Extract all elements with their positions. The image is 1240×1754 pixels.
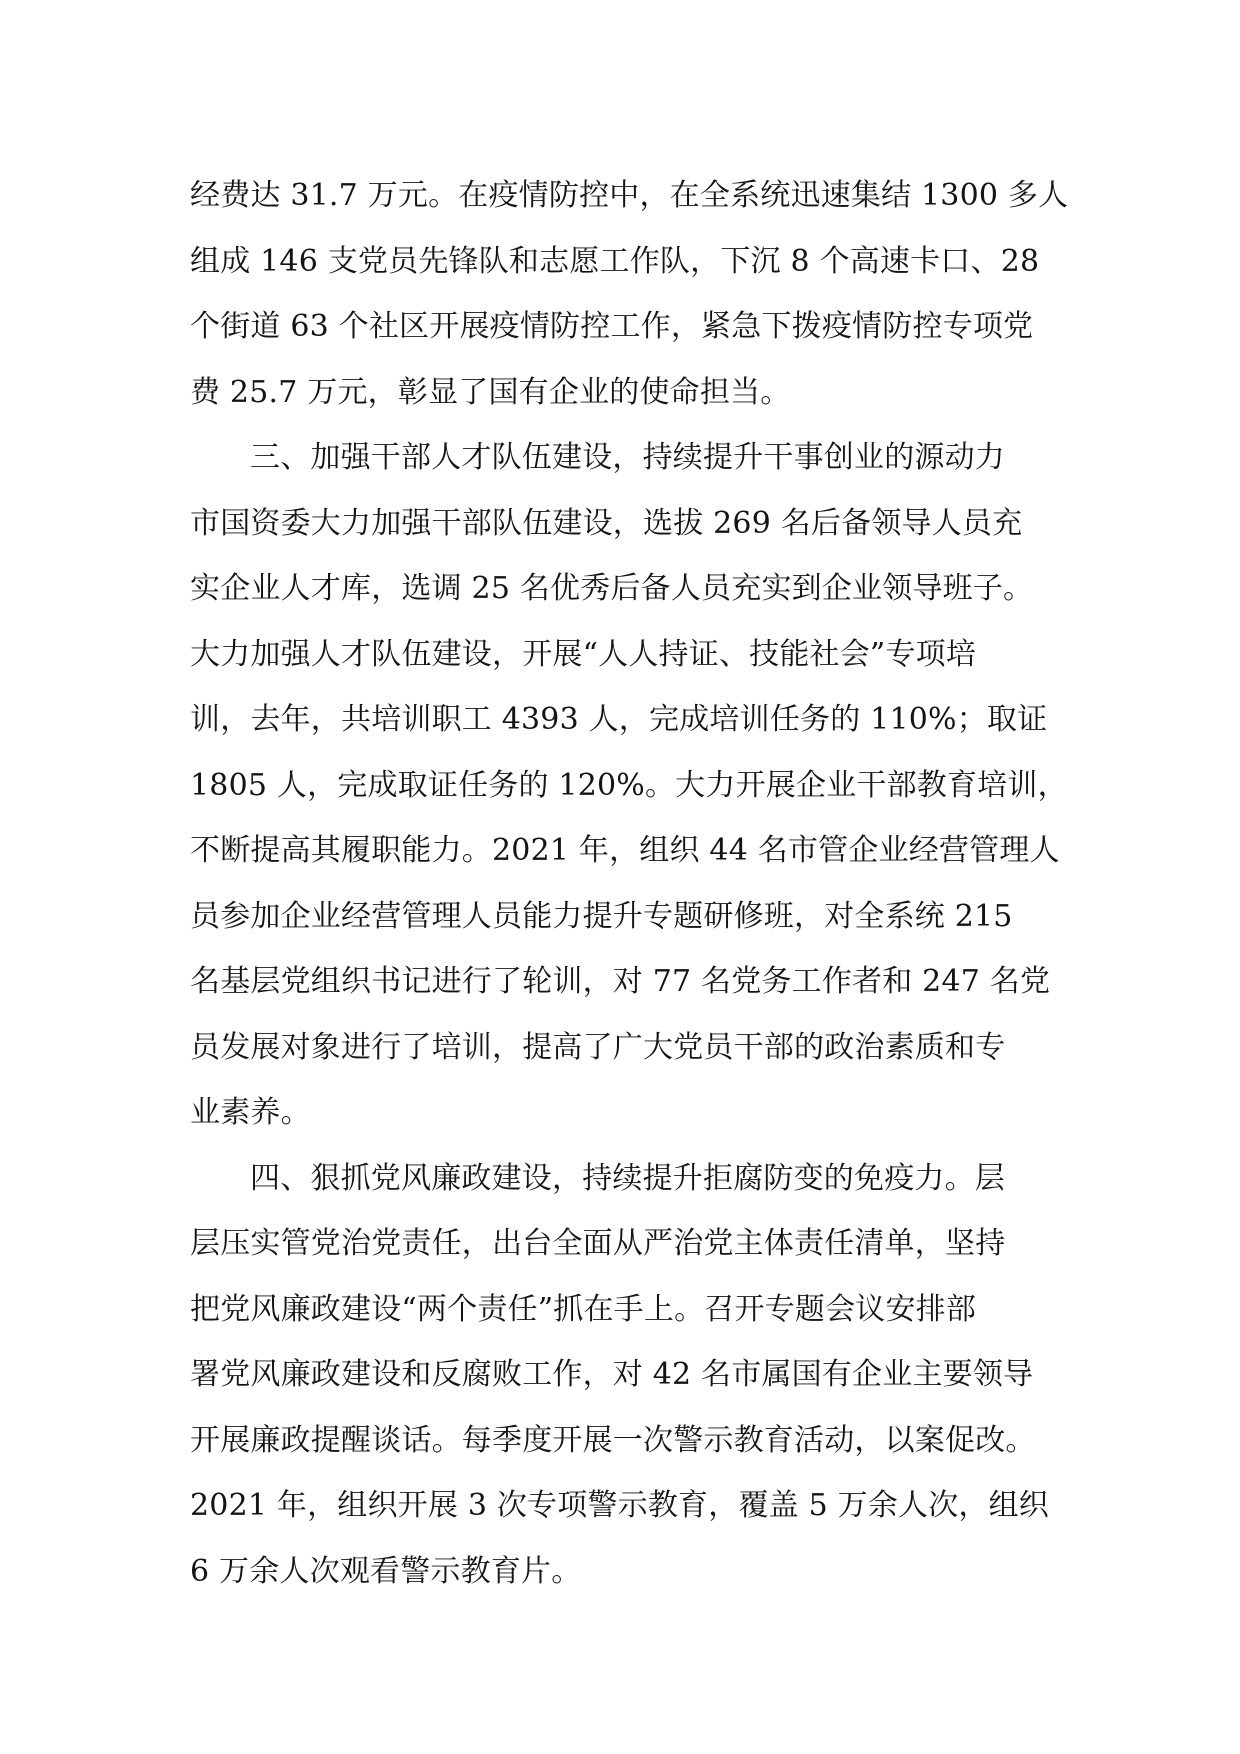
text-line: 员参加企业经营管理人员能力提升专题研修班，对全系统 215: [190, 898, 1013, 934]
text-line: 实企业人才库，选调 25 名优秀后备人员充实到企业领导班子。: [190, 571, 1034, 606]
text-line: 业素养。: [190, 1095, 311, 1130]
text-line: 经费达 31.7 万元。在疫情防控中，在全系统迅速集结 1300 多人: [190, 178, 1069, 213]
text-line: 1805 人，完成取证任务的 120%。大力开展企业干部教育培训，: [190, 767, 1068, 803]
document-body: [190, 163, 1090, 1604]
text-line: 2021 年，组织开展 3 次专项警示教育，覆盖 5 万余人次，组织: [190, 1488, 1050, 1523]
section-heading-4: 四、狠抓党风廉政建设，持续提升拒腐防变的免疫力。层: [250, 1160, 1005, 1196]
text-line: 层压实管党治党责任，出台全面从严治党主体责任清单，坚持: [190, 1226, 1006, 1261]
section-heading-3: 三、加强干部人才队伍建设，持续提升干事创业的源动力: [250, 440, 1005, 475]
text-line: 6 万余人次观看警示教育片。: [190, 1553, 582, 1589]
text-line: 费 25.7 万元，彰显了国有企业的使命担当。: [190, 374, 791, 410]
text-line: 署党风廉政建设和反腐败工作，对 42 名市属国有企业主要领导: [190, 1357, 1034, 1392]
text-line: 员发展对象进行了培训，提高了广大党员干部的政治素质和专: [190, 1029, 1006, 1065]
text-line: 市国资委大力加强干部队伍建设，选拔 269 名后备领导人员充: [190, 505, 1023, 541]
text-line: 组成 146 支党员先锋队和志愿工作队，下沉 8 个高速卡口、28: [190, 243, 1040, 279]
text-line: 名基层党组织书记进行了轮训，对 77 名党务工作者和 247 名党: [190, 964, 1051, 999]
text-line: 不断提高其履职能力。2021 年，组织 44 名市管企业经营管理人: [190, 833, 1060, 868]
text-line: 开展廉政提醒谈话。每季度开展一次警示教育活动，以案促改。: [190, 1422, 1036, 1458]
text-line: 个街道 63 个社区开展疫情防控工作，紧急下拨疫情防控专项党: [190, 309, 1034, 344]
text-line: 训，去年，共培训职工 4393 人，完成培训任务的 110%；取证: [190, 702, 1048, 737]
text-line: 把党风廉政建设“两个责任”抓在手上。召开专题会议安排部: [190, 1291, 977, 1327]
text-line: 大力加强人才队伍建设，开展“人人持证、技能社会”专项培: [190, 636, 977, 672]
